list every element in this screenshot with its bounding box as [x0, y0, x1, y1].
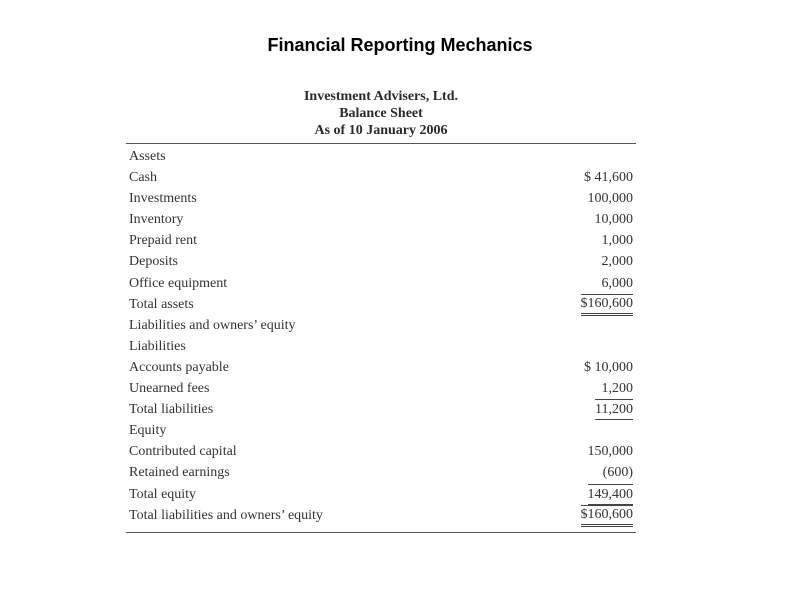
- line-item-prepaid-rent: [126, 230, 636, 251]
- line-item-investments: [126, 188, 636, 209]
- row-amount: (600): [602, 465, 633, 481]
- total-liabilities-row: [126, 399, 636, 420]
- row-label: Total liabilities and owners’ equity: [129, 507, 323, 523]
- row-amount: 10,000: [594, 212, 633, 228]
- row-amount: 2,000: [601, 254, 633, 270]
- balance-sheet-header: [126, 88, 636, 139]
- slide-title: Financial Reporting Mechanics: [267, 35, 533, 55]
- row-amount: 150,000: [587, 444, 633, 460]
- line-item-cash: [126, 167, 636, 188]
- row-label: Assets: [129, 149, 166, 164]
- line-item-inventory: [126, 209, 636, 230]
- footer-divider: [126, 532, 636, 533]
- row-label: Equity: [129, 423, 167, 439]
- row-amount: $ 41,600: [584, 170, 633, 186]
- section-heading-liabilities-equity: [126, 315, 636, 336]
- row-amount: $ 10,000: [584, 359, 633, 375]
- row-amount: 6,000: [601, 275, 633, 291]
- total-liabilities-amount: 11,200: [595, 399, 633, 420]
- company-name: Investment Advisers, Ltd.: [303, 89, 458, 104]
- row-label: Liabilities: [129, 338, 186, 354]
- row-label: Total equity: [129, 486, 197, 502]
- row-label: Total assets: [129, 296, 194, 312]
- row-amount: 1,000: [601, 233, 633, 249]
- row-amount: 1,200: [601, 381, 633, 397]
- line-item-deposits: [126, 251, 636, 272]
- row-amount: 100,000: [587, 191, 633, 207]
- total-liabilities-equity-row: [126, 505, 636, 526]
- line-item-retained-earnings: [126, 462, 636, 483]
- balance-sheet: [126, 88, 636, 533]
- row-label: Liabilities and owners’ equity: [129, 317, 296, 333]
- section-heading-liabilities: [126, 336, 636, 357]
- row-label: Prepaid rent: [129, 233, 198, 249]
- total-assets-row: [126, 294, 636, 315]
- row-label: Inventory: [129, 212, 184, 228]
- row-label: Contributed capital: [129, 444, 237, 460]
- statement-date: As of 10 January 2006: [314, 123, 448, 138]
- balance-sheet-rows: [126, 146, 636, 526]
- row-label: Accounts payable: [129, 359, 229, 375]
- row-label: Office equipment: [129, 275, 228, 291]
- total-liabilities-equity-amount: $160,600: [580, 506, 633, 522]
- line-item-unearned-fees: [126, 378, 636, 399]
- section-heading-equity: [126, 420, 636, 441]
- total-equity-row: [126, 484, 636, 505]
- total-equity-amount: 149,400: [588, 484, 634, 505]
- row-label: Total liabilities: [129, 402, 214, 418]
- section-heading-assets: [126, 146, 636, 167]
- statement-name: Balance Sheet: [339, 106, 423, 121]
- line-item-contributed-capital: [126, 441, 636, 462]
- line-item-office-equipment: [126, 273, 636, 294]
- row-label: Cash: [129, 170, 157, 186]
- header-divider: [126, 143, 636, 144]
- total-assets-amount: $160,600: [580, 295, 633, 311]
- row-label: Retained earnings: [129, 465, 230, 481]
- row-label: Unearned fees: [129, 381, 210, 397]
- row-label: Deposits: [129, 254, 178, 270]
- line-item-accounts-payable: [126, 357, 636, 378]
- row-label: Investments: [129, 191, 197, 207]
